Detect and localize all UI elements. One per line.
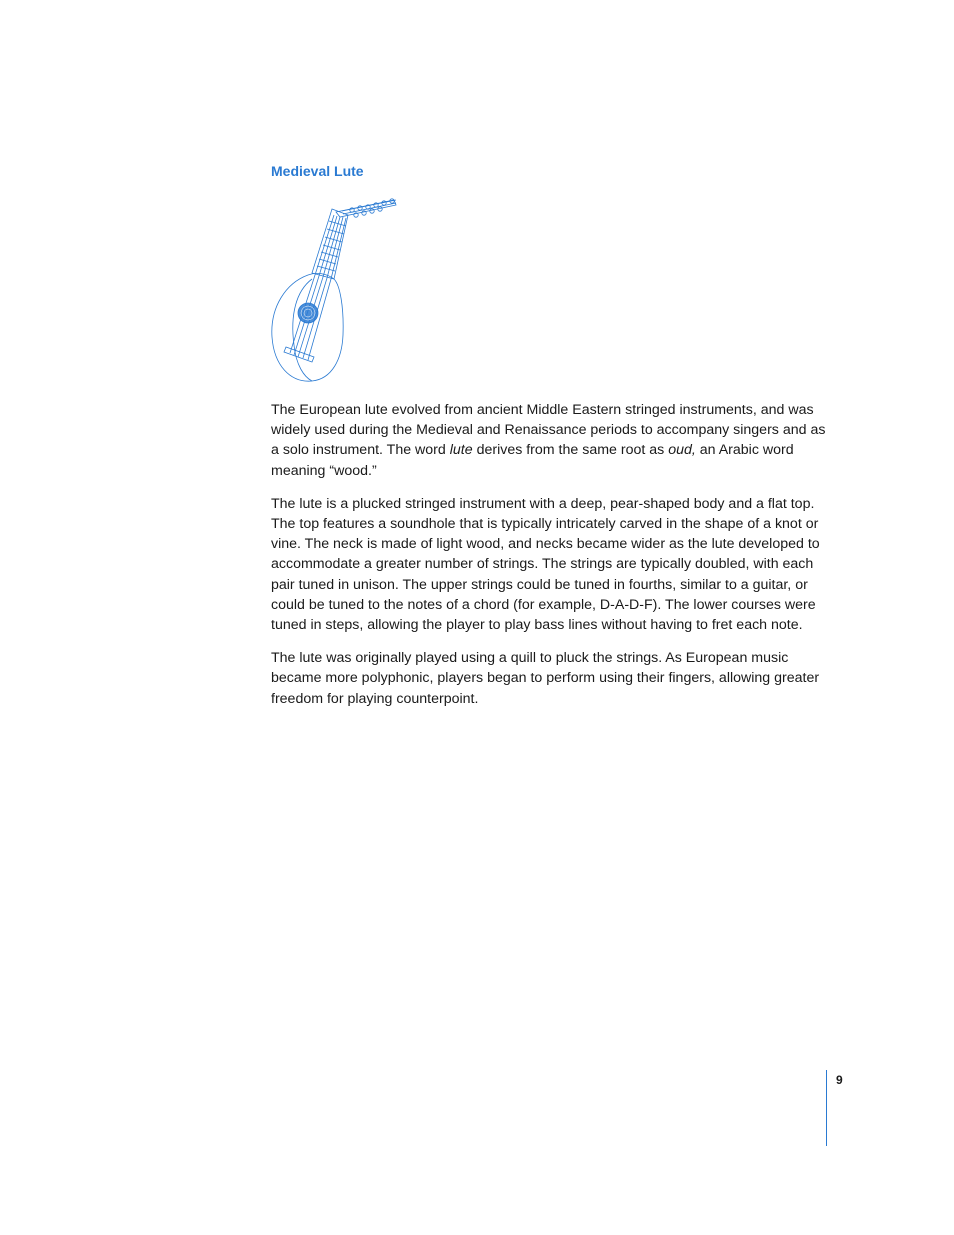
paragraph-playing: The lute was originally played using a quill to pluck the strings. As European music became more polyphonic, players began to perform using their fingers, allowing greater freedom for playing counterpoint. <box>271 650 820 707</box>
body-text <box>271 400 831 722</box>
emphasis-lute: lute <box>449 442 473 459</box>
paragraph-text: derives from the same root as <box>472 442 669 459</box>
paragraph-text: an Arabic word meaning “wood.” <box>271 442 794 479</box>
page-number: 9 <box>836 1073 843 1087</box>
section-heading: Medieval Lute <box>271 163 364 179</box>
emphasis-oud: oud, <box>668 442 696 459</box>
paragraph-origin <box>271 400 831 481</box>
page-divider <box>826 1070 827 1146</box>
lute-icon <box>268 195 400 385</box>
paragraph-construction: The lute is a plucked stringed instrument with a deep, pear-shaped body and a flat top. The top features a soundhole that is typically intricately carved in the shape of a knot or vine. The neck is made of light wood, and necks became wider as the lute developed to accommodate a greater number of strings. The strings are typically doubled, with each pair tuned in unison. The upper strings could be tuned in fourths, similar to a guitar, or could be tuned to the notes of a chord (for example, D-A-D-F). The lower courses were tuned in steps, allowing the player to play bass lines without having to fret each note. <box>271 495 820 634</box>
paragraph-text: The European lute evolved from ancient Middle Eastern stringed instruments, and was widely used during the Medieval and Renaissance periods to accompany singers and as a solo instrument. The word <box>271 402 826 459</box>
